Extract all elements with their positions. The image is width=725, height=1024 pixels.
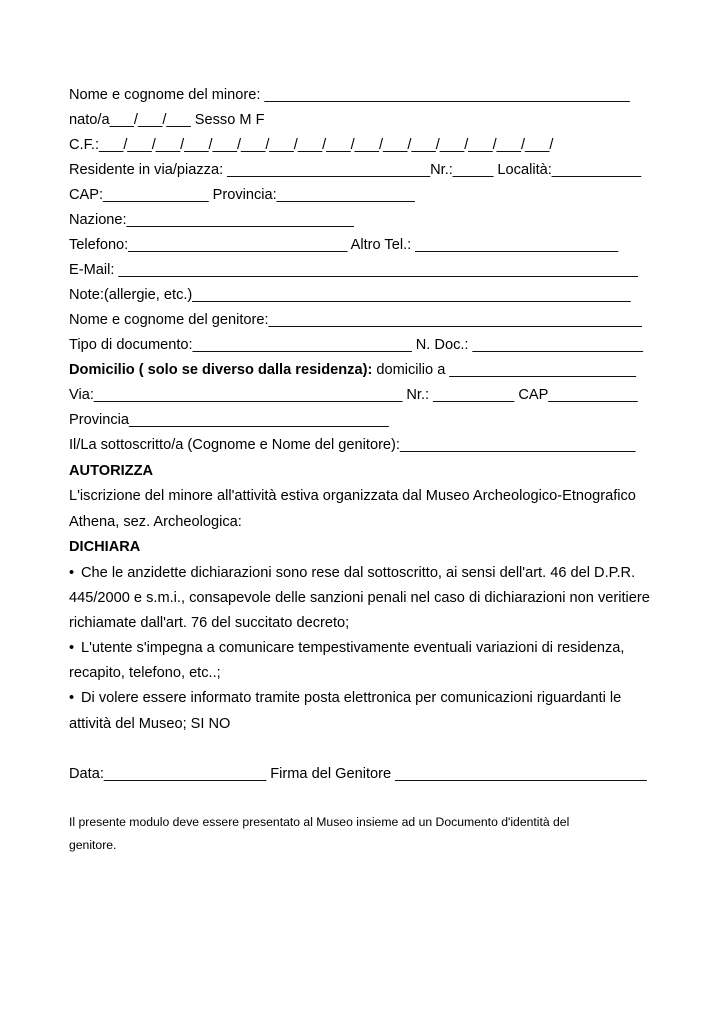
- signature-line: Data:____________________ Firma del Genitore _______________________________: [69, 766, 647, 782]
- dichiara-bullet-2: • L'utente s'impegna a comunicare tempestivamente eventuali variazioni di residenza,: [69, 639, 659, 657]
- field-email: E-Mail: ________________________________________________________________: [69, 262, 638, 278]
- field-minor-name: Nome e cognome del minore: _____________________________________________: [69, 87, 630, 103]
- dichiara-bullet-3-cont: attività del Museo; SI NO: [69, 716, 231, 732]
- dichiara-heading: DICHIARA: [69, 539, 141, 555]
- dichiara-bullet-1-cont: richiamate dall'art. 76 del succitato decreto;: [69, 615, 350, 631]
- field-birth-sex: nato/a___/___/___ Sesso M F: [69, 112, 265, 128]
- field-parent-name: Nome e cognome del genitore:______________________________________________: [69, 312, 642, 328]
- field-province: Provincia________________________________: [69, 412, 389, 428]
- field-phone: Telefono:___________________________ Altro Tel.: _________________________: [69, 237, 619, 253]
- domicile-label: Domicilio ( solo se diverso dalla residenza):: [69, 362, 373, 378]
- field-undersigned: Il/La sottoscritto/a (Cognome e Nome del genitore):_____________________________: [69, 437, 636, 453]
- domicile-rest: domicilio a _______________________: [372, 362, 637, 378]
- dichiara-bullet-1: • Che le anzidette dichiarazioni sono rese dal sottoscritto, ai sensi dell'art. 46 del D.P.R.: [69, 564, 659, 582]
- dichiara-bullet-2-cont: recapito, telefono, etc..;: [69, 665, 221, 681]
- footer-note-2: genitore.: [69, 838, 117, 852]
- field-domicile: [69, 361, 659, 379]
- autorizza-text-1: L'iscrizione del minore all'attività estiva organizzata dal Museo Archeologico-Etnografico: [69, 488, 636, 504]
- field-notes: Note:(allergie, etc.)______________________________________________________: [69, 287, 631, 303]
- dichiara-bullet-3: • Di volere essere informato tramite posta elettronica per comunicazioni riguardanti le: [69, 689, 659, 707]
- autorizza-heading: AUTORIZZA: [69, 463, 154, 479]
- field-residence: Residente in via/piazza: _________________________Nr.:_____ Località:___________: [69, 162, 642, 178]
- field-cap-province: CAP:_____________ Provincia:_________________: [69, 187, 415, 203]
- autorizza-text-2: Athena, sez. Archeologica:: [69, 514, 242, 530]
- field-document: Tipo di documento:___________________________ N. Doc.: _____________________: [69, 337, 643, 353]
- footer-note-1: Il presente modulo deve essere presentato al Museo insieme ad un Documento d'identità del: [69, 815, 570, 829]
- field-tax-code: C.F.:___/___/___/___/___/___/___/___/___/___/___/___/___/___/___/___/: [69, 137, 554, 153]
- field-nation: Nazione:____________________________: [69, 212, 354, 228]
- dichiara-bullet-1-cont: 445/2000 e s.m.i., consapevole delle sanzioni penali nel caso di dichiarazioni non veritiere: [69, 590, 650, 606]
- field-street: Via:______________________________________ Nr.: __________ CAP___________: [69, 387, 638, 403]
